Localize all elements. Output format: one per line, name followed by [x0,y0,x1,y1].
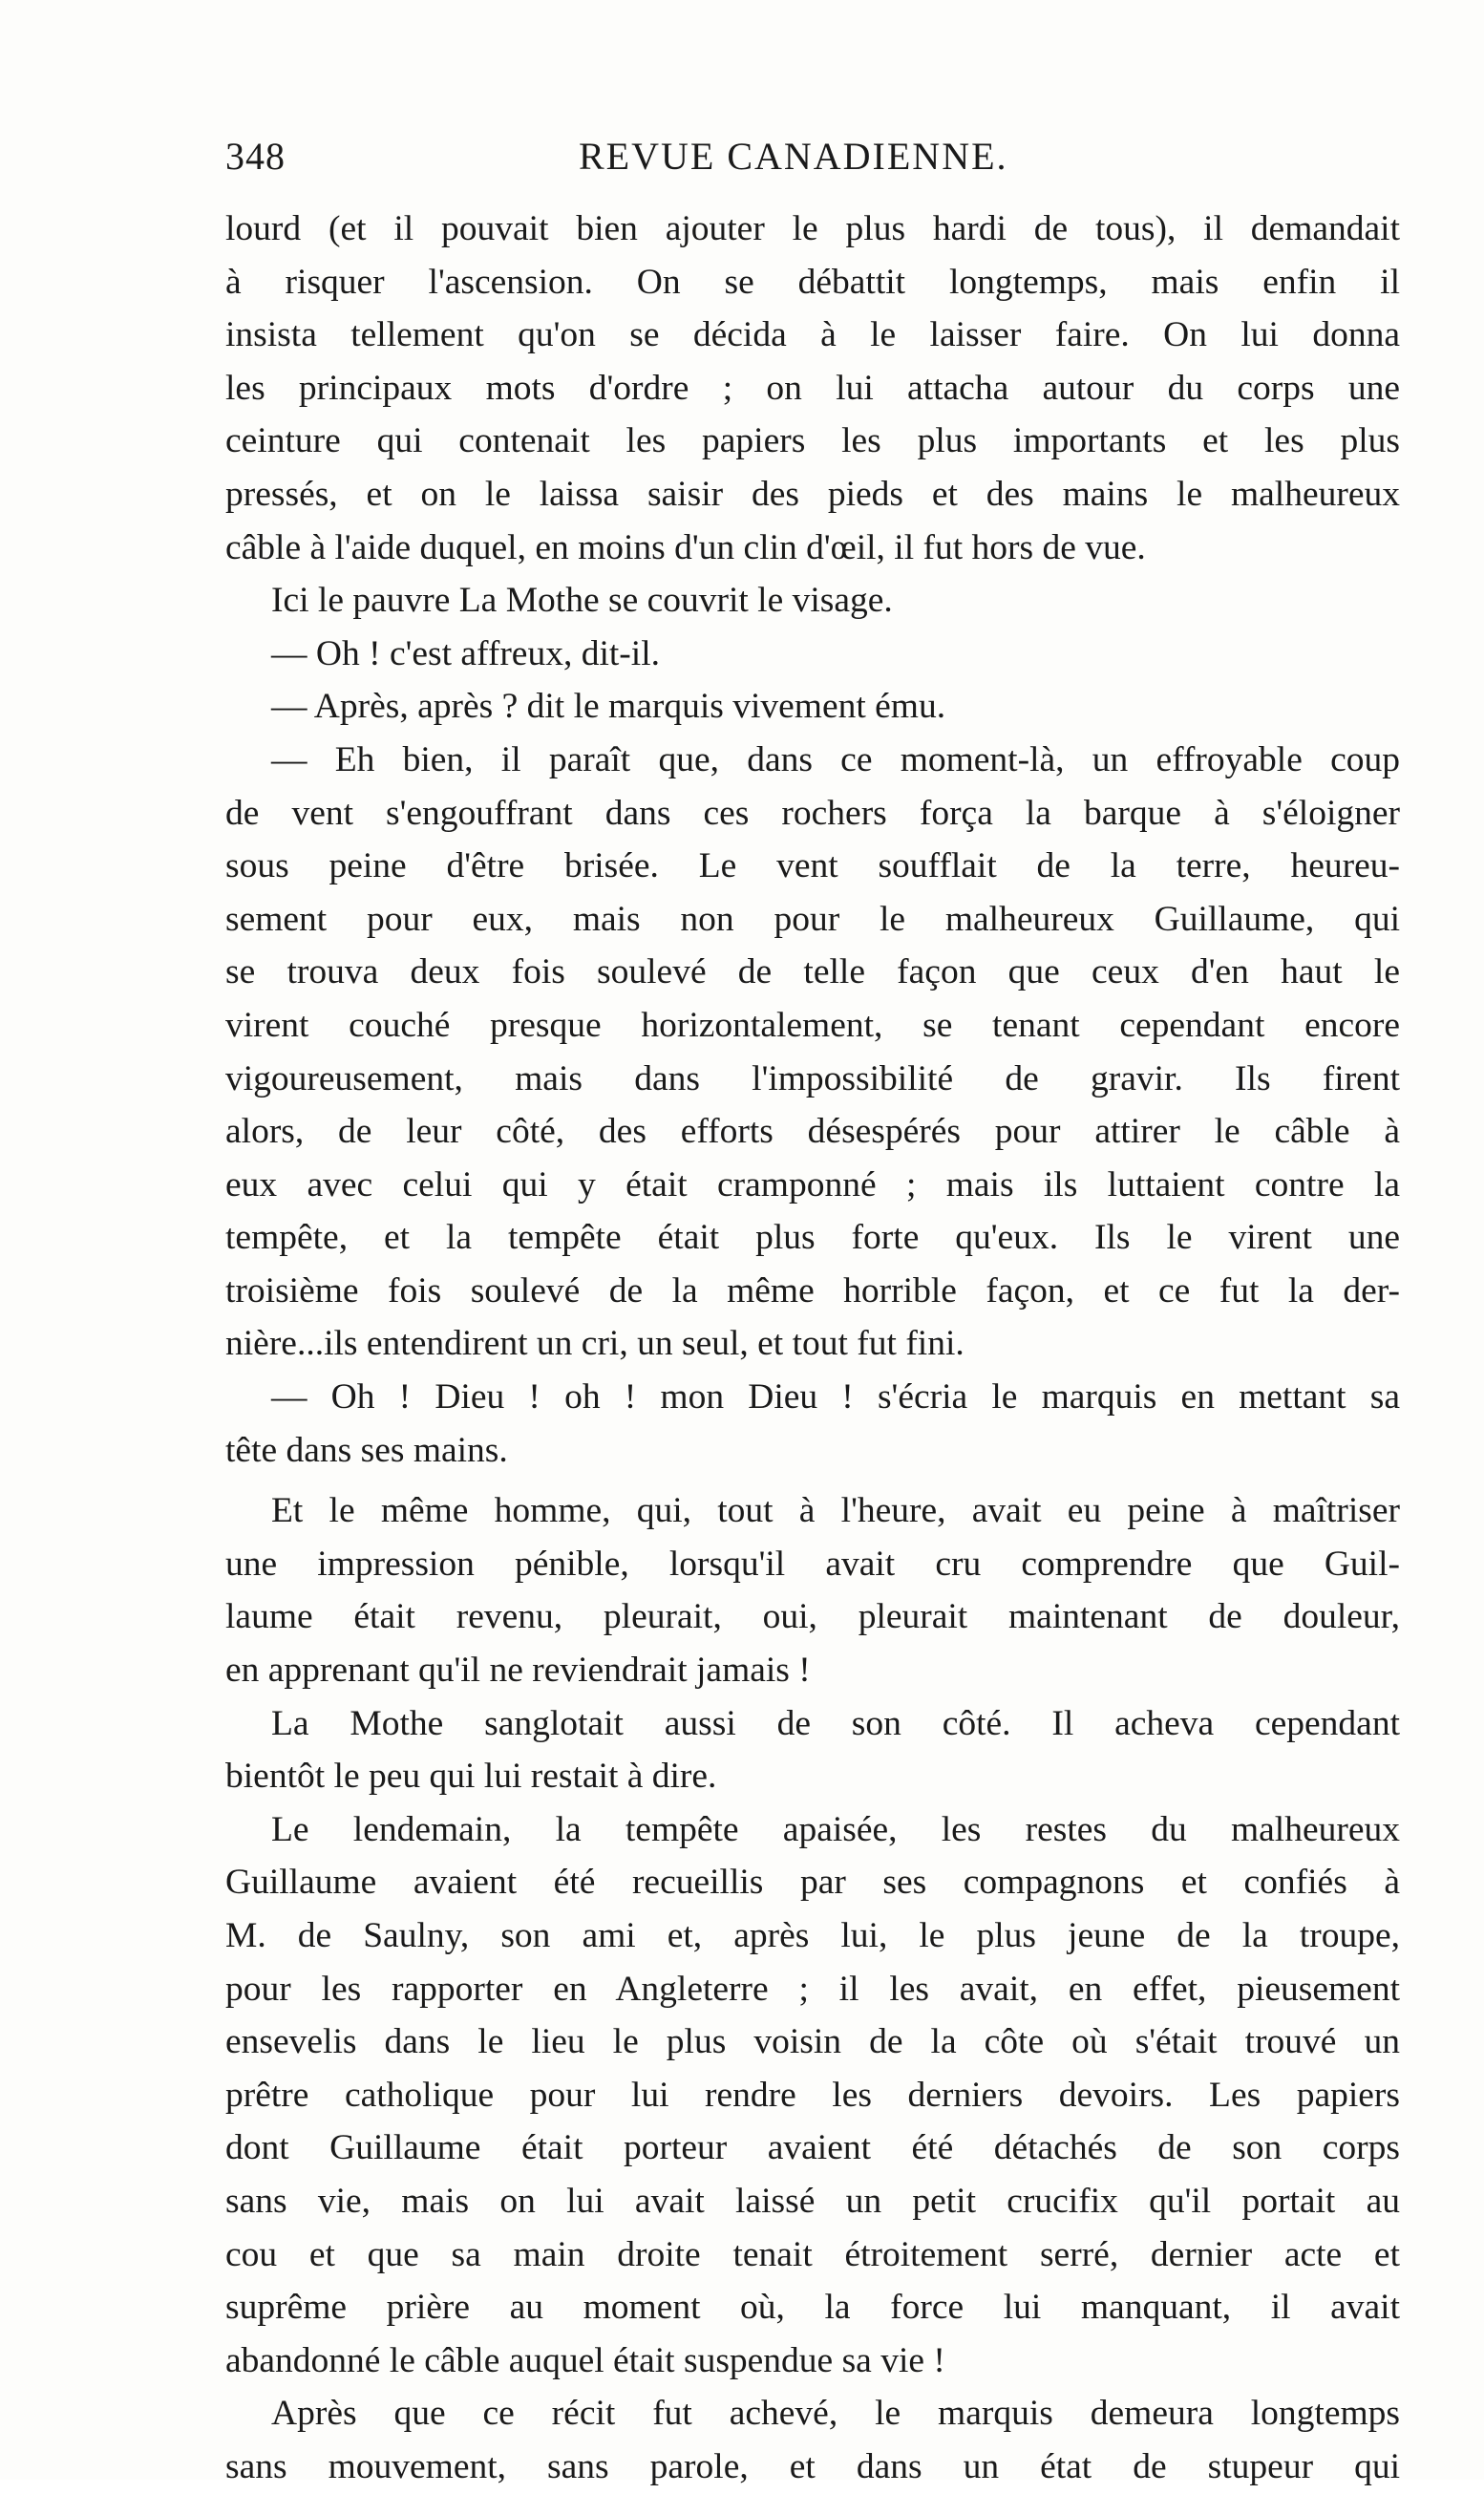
text-line: pressés, et on le laissa saisir des pieds et des mains le malheureux [225,474,1400,514]
text-line: Ici le pauvre La Mothe se couvrit le visage. [271,581,893,621]
text-line: sans vie, mais on lui avait laissé un petit crucifix qu'il portait au [225,2181,1400,2221]
text-line: pour les rapporter en Angleterre ; il les avait, en effet, pieusement [225,1969,1400,2009]
text-line: sous peine d'être brisée. Le vent soufflait de la terre, heureu- [225,846,1400,886]
text-line: bientôt le peu qui lui restait à dire. [225,1757,717,1797]
text-line: ceinture qui contenait les papiers les plus importants et les plus [225,421,1400,461]
page-number: 348 [225,135,286,178]
text-line: en apprenant qu'il ne reviendrait jamais ! [225,1651,811,1691]
text-line: — Oh ! c'est affreux, dit-il. [271,633,660,673]
text-line: suprême prière au moment où, la force lui manquant, il avait [225,2288,1400,2328]
text-line: — Après, après ? dit le marquis vivement ému. [271,687,946,727]
text-line: abandonné le câble auquel était suspendue sa vie ! [225,2340,945,2380]
text-line: Après que ce récit fut achevé, le marquis demeura longtemps [271,2394,1400,2434]
text-line: Et le même homme, qui, tout à l'heure, avait eu peine à maîtriser [271,1491,1400,1531]
text-line: de vent s'engouffrant dans ces rochers força la barque à s'éloigner [225,793,1400,833]
text-line: Guillaume avaient été recueillis par ses compagnons et confiés à [225,1863,1400,1903]
text-line: laume était revenu, pleurait, oui, pleurait maintenant de douleur, [225,1597,1400,1637]
text-line: nière...ils entendirent un cri, un seul, et tout fut fini. [225,1324,965,1364]
text-line: cou et que sa main droite tenait étroitement serré, dernier acte et [225,2234,1400,2274]
text-line: alors, de leur côté, des efforts désespérés pour attirer le câble à [225,1112,1400,1152]
text-line: les principaux mots d'ordre ; on lui attacha autour du corps une [225,368,1400,408]
text-line: virent couché presque horizontalement, se tenant cependant encore [225,1005,1400,1045]
text-line: se trouva deux fois soulevé de telle façon que ceux d'en haut le [225,952,1400,992]
running-head [225,134,1400,191]
text-line: lourd (et il pouvait bien ajouter le plus hardi de tous), il demandait [225,209,1400,248]
text-line: dont Guillaume était porteur avaient été détachés de son corps [225,2128,1400,2168]
text-line: Le lendemain, la tempête apaisée, les restes du malheureux [271,1809,1400,1849]
text-line: — Oh ! Dieu ! oh ! mon Dieu ! s'écria le marquis en mettant sa [271,1377,1400,1418]
text-line: tempête, et la tempête était plus forte qu'eux. Ils le virent une [225,1218,1400,1258]
text-line: — Eh bien, il paraît que, dans ce moment-là, un effroyable coup [271,739,1400,779]
text-line: troisième fois soulevé de la même horrible façon, et ce fut la der- [225,1270,1400,1311]
text-line: à risquer l'ascension. On se débattit longtemps, mais enfin il [225,262,1400,302]
text-line: M. de Saulny, son ami et, après lui, le plus jeune de la troupe, [225,1916,1400,1955]
text-line: insista tellement qu'on se décida à le laisser faire. On lui donna [225,315,1400,355]
text-line: sans mouvement, sans parole, et dans un état de stupeur qui [225,2446,1400,2486]
text-line: sement pour eux, mais non pour le malheureux Guillaume, qui [225,899,1400,939]
text-line: câble à l'aide duquel, en moins d'un clin d'œil, il fut hors de vue. [225,527,1146,567]
body-text [225,203,1400,2494]
text-line: ensevelis dans le lieu le plus voisin de la côte où s'était trouvé un [225,2022,1400,2062]
text-line: une impression pénible, lorsqu'il avait cru comprendre que Guil- [225,1544,1400,1584]
text-line: eux avec celui qui y était cramponné ; mais ils luttaient contre la [225,1164,1400,1204]
journal-title: REVUE CANADIENNE. [579,135,1008,178]
text-line: vigoureusement, mais dans l'impossibilité de gravir. Ils firent [225,1058,1400,1098]
text-line: prêtre catholique pour lui rendre les derniers devoirs. Les papiers [225,2075,1400,2115]
text-line: tête dans ses mains. [225,1430,508,1470]
text-line: La Mothe sanglotait aussi de son côté. Il acheva cependant [271,1703,1400,1743]
